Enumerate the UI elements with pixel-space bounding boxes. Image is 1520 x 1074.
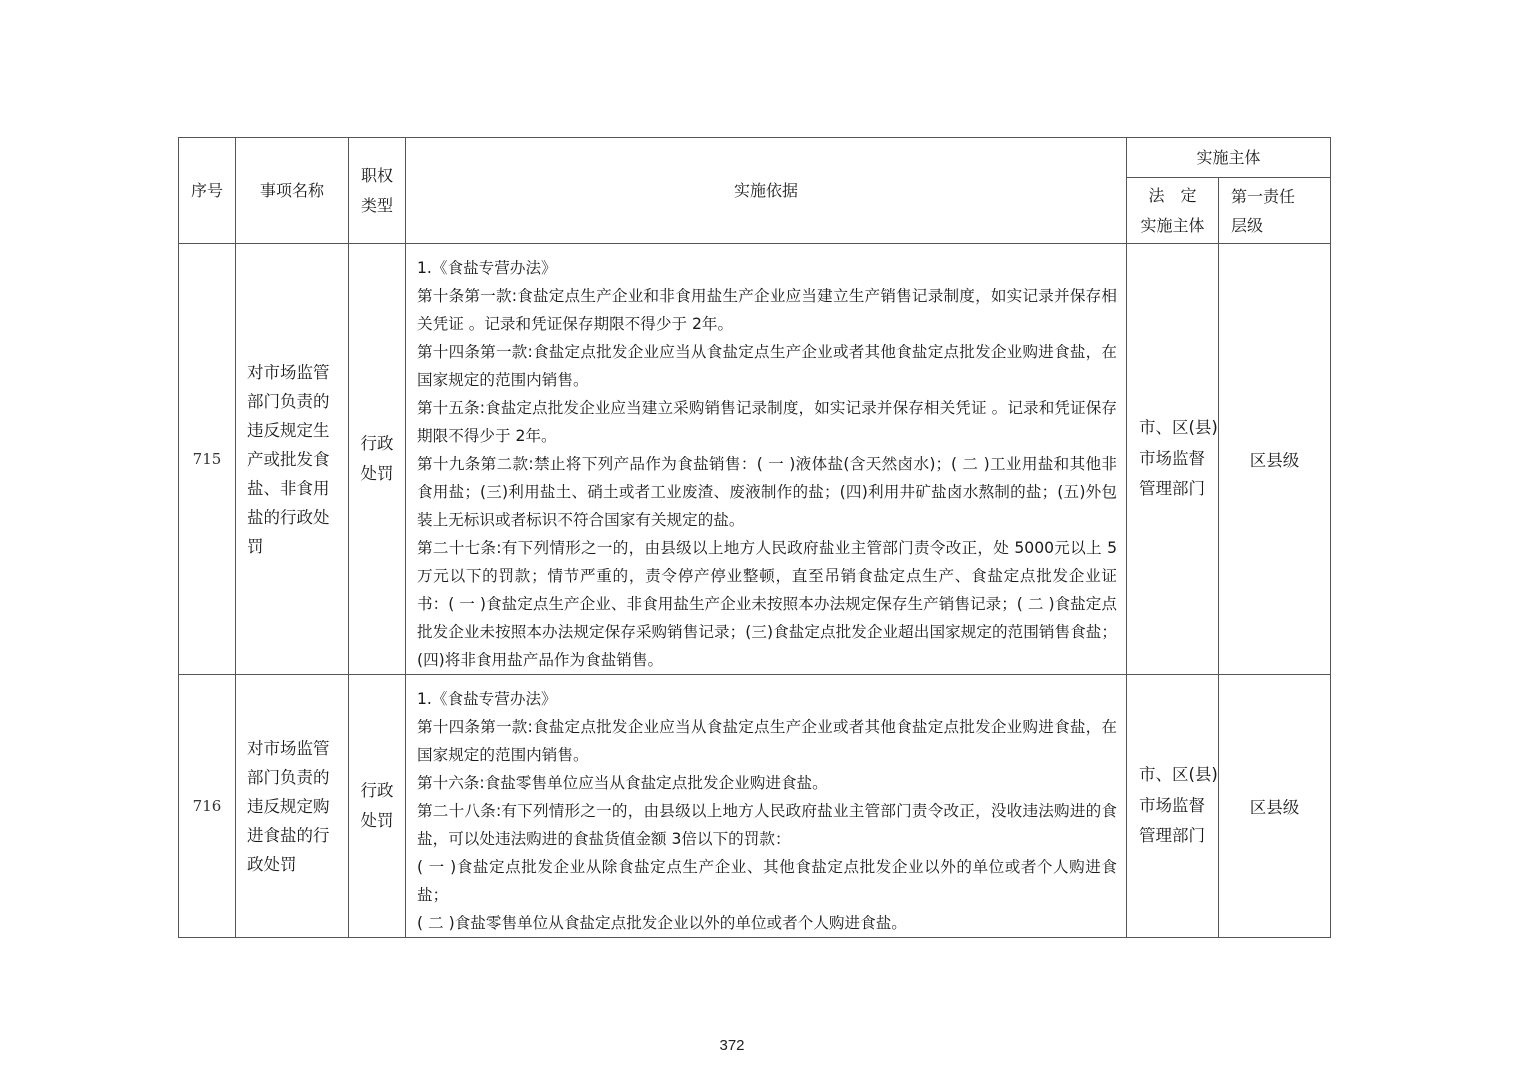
basis-paragraph: 第十五条:食盐定点批发企业应当建立采购销售记录制度，如实记录并保存相关凭证 。记录和凭证保存期限不得少于 2年。 [417,399,1117,445]
header-power-type-text: 职权 类型 [360,165,393,215]
header-row [179,138,1331,178]
administrative-penalty-table [178,137,1331,938]
row-legal-entity: 市、区(县)市场监督管理部门 [1127,244,1219,675]
header-entity-group: 实施主体 [1127,138,1331,178]
header-legal-entity-text: 法 定 实施主体 [1140,185,1205,235]
row-basis [406,244,1127,675]
row-power-type [349,244,406,675]
header-item-name: 事项名称 [236,138,349,244]
basis-paragraph: 第十四条第一款:食盐定点批发企业应当从食盐定点生产企业或者其他食盐定点批发企业购进食盐，在国家规定的范围内销售。 [417,343,1117,389]
basis-paragraph: ( 一 )食盐定点批发企业从除食盐定点生产企业、其他食盐定点批发企业以外的单位或者个人购进食盐； [417,858,1117,904]
row-power-type [349,675,406,938]
basis-paragraph: 1.《食盐专营办法》 [417,259,557,277]
page-number: 372 [719,1037,745,1054]
basis-paragraph: 第十四条第一款:食盐定点批发企业应当从食盐定点生产企业或者其他食盐定点批发企业购进食盐，在国家规定的范围内销售。 [417,718,1117,764]
basis-paragraph: ( 二 )食盐零售单位从食盐定点批发企业以外的单位或者个人购进食盐。 [417,914,907,932]
row-first-level: 区县级 [1219,244,1331,675]
header-first-level-text: 第一责任 层级 [1231,186,1296,235]
header-first-level [1219,178,1331,244]
header-power-type [349,138,406,244]
basis-paragraph: 第十六条:食盐零售单位应当从食盐定点批发企业购进食盐。 [417,774,828,792]
basis-paragraph: 第十九条第二款:禁止将下列产品作为食盐销售：( 一 )液体盐(含天然卤水)；( 二 )工业用盐和其他非食用盐；(三)利用盐土、硝土或者工业废渣、废液制作的盐；(四)利用井矿盐卤水熬制的盐；(五)外包装上无标识或者标识不符合国家有关规定的盐。 [417,455,1117,529]
basis-paragraph: 第二十七条:有下列情形之一的，由县级以上地方人民政府盐业主管部门责令改正，处 5000元以上 5 万元以下的罚款；情节严重的，责令停产停业整顿，直至吊销食盐定点生产、食盐定点批发企业证书：( 一 )食盐定点生产企业、非食用盐生产企业未按照本办法规定保存生产销售记录；( 二 )食盐定点批发企业未按照本办法规定保存采购销售记录；(三)食盐定点批发企业超出国家规定的范围销售食盐；(四)将非食用盐产品作为食盐销售。 [417,539,1117,669]
table-row [179,244,1331,675]
basis-paragraph: 1.《食盐专营办法》 [417,690,557,708]
row-power-type-text: 行政 处罚 [360,781,394,830]
row-item-name: 对市场监管部门负责的违反规定生产或批发食盐、非食用盐的行政处罚 [236,244,349,675]
header-seq: 序号 [179,138,236,244]
header-basis: 实施依据 [406,138,1127,244]
row-seq: 715 [179,244,236,675]
row-first-level: 区县级 [1219,675,1331,938]
row-power-type-text: 行政 处罚 [360,434,394,483]
row-item-name: 对市场监管部门负责的违反规定购进食盐的行政处罚 [236,675,349,938]
basis-paragraph: 第十条第一款:食盐定点生产企业和非食用盐生产企业应当建立生产销售记录制度，如实记录并保存相关凭证 。记录和凭证保存期限不得少于 2年。 [417,287,1117,333]
table-row [179,675,1331,938]
basis-paragraph: 第二十八条:有下列情形之一的，由县级以上地方人民政府盐业主管部门责令改正，没收违法购进的食盐，可以处违法购进的食盐货值金额 3倍以下的罚款： [417,802,1117,848]
row-legal-entity: 市、区(县)市场监督管理部门 [1127,675,1219,938]
row-seq: 716 [179,675,236,938]
row-basis [406,675,1127,938]
header-legal-entity [1127,178,1219,244]
